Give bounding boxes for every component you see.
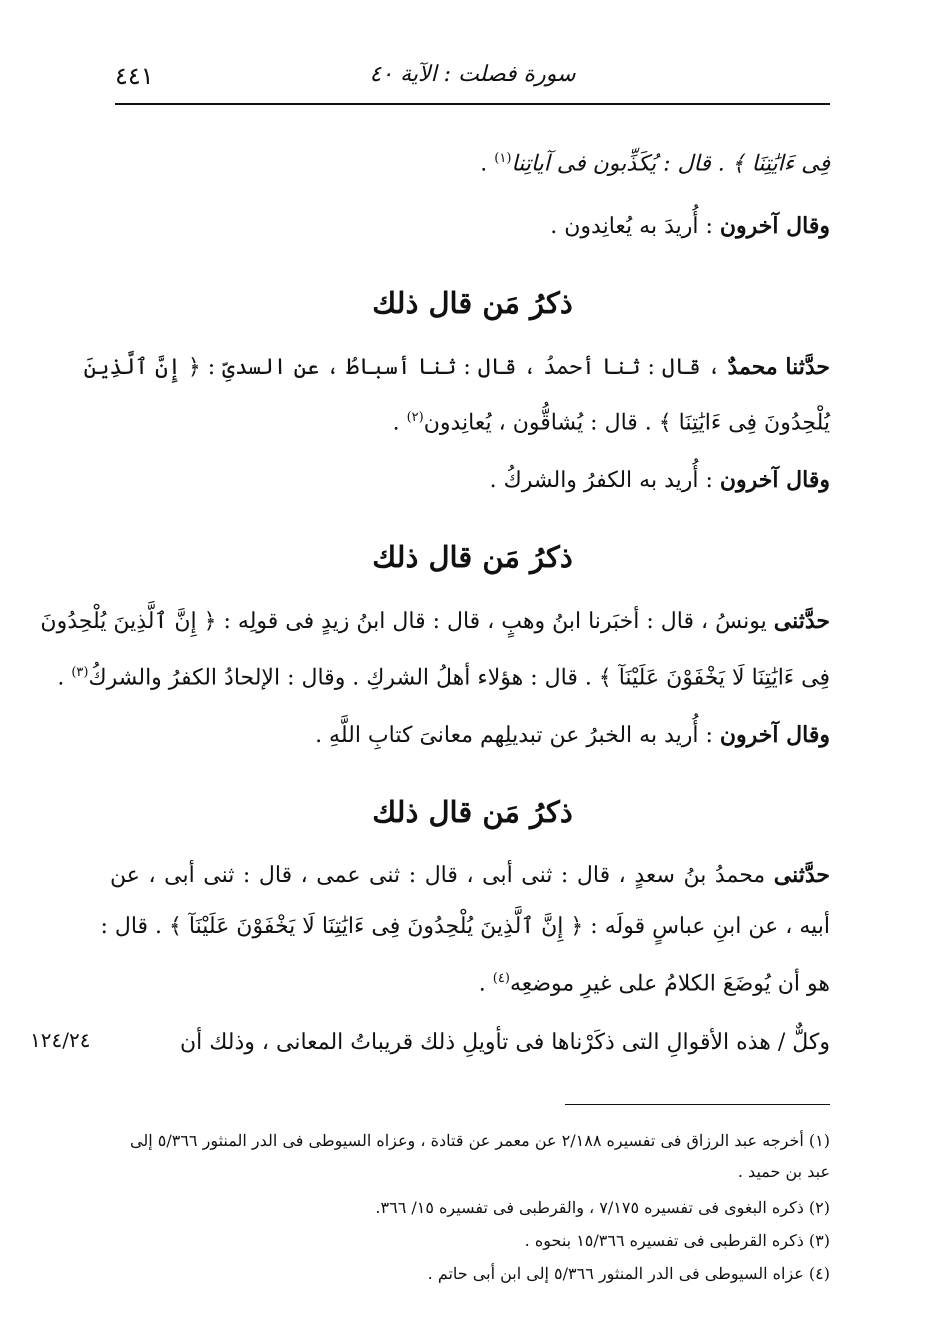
section-heading-3: ذكرُ مَن قال ذلك [372,795,573,829]
text-line-7 [57,656,830,695]
footnote-2: (٢) ذكره البغوى فى تفسيره ٧/١٧٥ ، والقرطبى فى تفسيره ١٥/ ٣٦٦. [375,1198,830,1217]
footnote-ref-1: (١) [494,151,512,166]
line-10-text: أبيه ، عن ابنِ عباسٍ قولَه : ﴿ إِنَّ ٱلَّذِينَ يُلْحِدُونَ فِى ءَايَٰتِنَا لَا يَخْفَوْنَ عَلَيْنَآ ﴾ . قال : [100,914,830,939]
text-line-5 [110,463,830,498]
line-11-text: هو أن يُوضَعَ الكلامُ على غيرِ موضعِه [509,971,830,997]
line-1-text: فِى ءَايَٰتِنَا ﴾ . قال : يُكَذِّبون فى آياتِنا [511,151,830,177]
speaker-label: وقال آخرون [719,467,830,493]
line-4-text: يُلْحِدُونَ فِى ءَايَٰتِنَا ﴾ . قال : يُشاقُّون ، يُعانِدون [423,410,830,436]
narrator-label: حدَّثنى [773,608,830,634]
line-7-end: . [57,665,72,691]
footnote-ref-3: (٣) [71,665,89,680]
text-line-8 [110,718,830,753]
footnote-3: (٣) ذكره القرطبى فى تفسيره ١٥/٣٦٦ بنحوه . [524,1231,830,1250]
text-line-3 [83,350,830,385]
line-11-end: . [478,971,493,997]
running-header [115,58,830,98]
line-6-text: يونسُ ، قال : أخبَرنا ابنُ وهبٍ ، قال : قال ابنُ زيدٍ فى قولِه : ﴿ إِنَّ ٱلَّذِينَ يُلْحِدُونَ [40,609,774,634]
page-number: ٤٤١ [115,62,154,90]
text-line-4 [110,401,830,440]
footnote-1: (١) أخرجه عبد الرزاق فى تفسيره ٢/١٨٨ عن معمر عن قتادة ، وعزاه السيوطى فى الدر المنثور ٥/٣٦٦ إلى [130,1131,830,1150]
section-heading-2: ذكرُ مَن قال ذلك [372,540,573,574]
footnote-ref-4: (٤) [492,971,510,986]
text-line-1 [110,142,830,181]
line-8-text: : أُريد به الخبرُ عن تبديلِهم معانىَ كتابِ اللَّهِ . [315,723,720,748]
speaker-label: وقال آخرون [719,722,830,748]
speaker-label: وقال آخرون [719,213,830,239]
footnote-rule [565,1104,830,1105]
text-line-6 [40,604,830,639]
text-line-9 [110,858,830,893]
text-line-2 [110,209,830,244]
header-title: سورة فصلت : الآية ٤٠ [369,62,576,87]
line-9-text: محمدُ بنُ سعدٍ ، قال : ثنى أبى ، قال : ثنى عمى ، قال : ثنى أبى ، عن [110,863,774,888]
narrator-label: حدَّثنى [773,862,831,888]
footnote-4: (٤) عزاه السيوطى فى الدر المنثور ٥/٣٦٦ إلى ابن أبى حاتم . [427,1264,830,1283]
text-line-11 [110,962,830,1001]
line-2-text: : أُريدَ به يُعانِدون . [550,214,720,239]
line-3-text: ، قال : ثنا أحمدُ ، قال : ثنا أسباطُ ، عن السدىِّ : ﴿ إِنَّ ٱلَّذِينَ [83,355,728,380]
line-5-text: : أُريد به الكفرُ والشركُ . [489,468,720,493]
text-line-12 [110,1026,830,1060]
footnote-ref-2: (٢) [406,410,424,425]
line-7-text: فِى ءَايَٰتِنَا لَا يَخْفَوْنَ عَلَيْنَآ ﴾ . قال : هؤلاء أهلُ الشركِ . وقال : الإلحادُ الكفرُ والشركُ [88,665,830,691]
narrator-label: حدَّثنا محمدٌ [727,354,830,380]
header-rule [115,103,830,105]
section-heading-1: ذكرُ مَن قال ذلك [372,286,573,320]
line-4-end: . [392,410,407,436]
line-1-end: . [480,151,495,177]
margin-reference: ١٢٤/٢٤ [30,1028,91,1052]
footnote-1-cont: عبد بن حميد . [737,1162,830,1181]
line-12-text: وكلٌّ / هذه الأقوالِ التى ذكَرْناها فى تأويلِ ذلك قريباتُ المعانى ، وذلك أن [179,1030,830,1055]
text-line-10 [100,910,830,944]
